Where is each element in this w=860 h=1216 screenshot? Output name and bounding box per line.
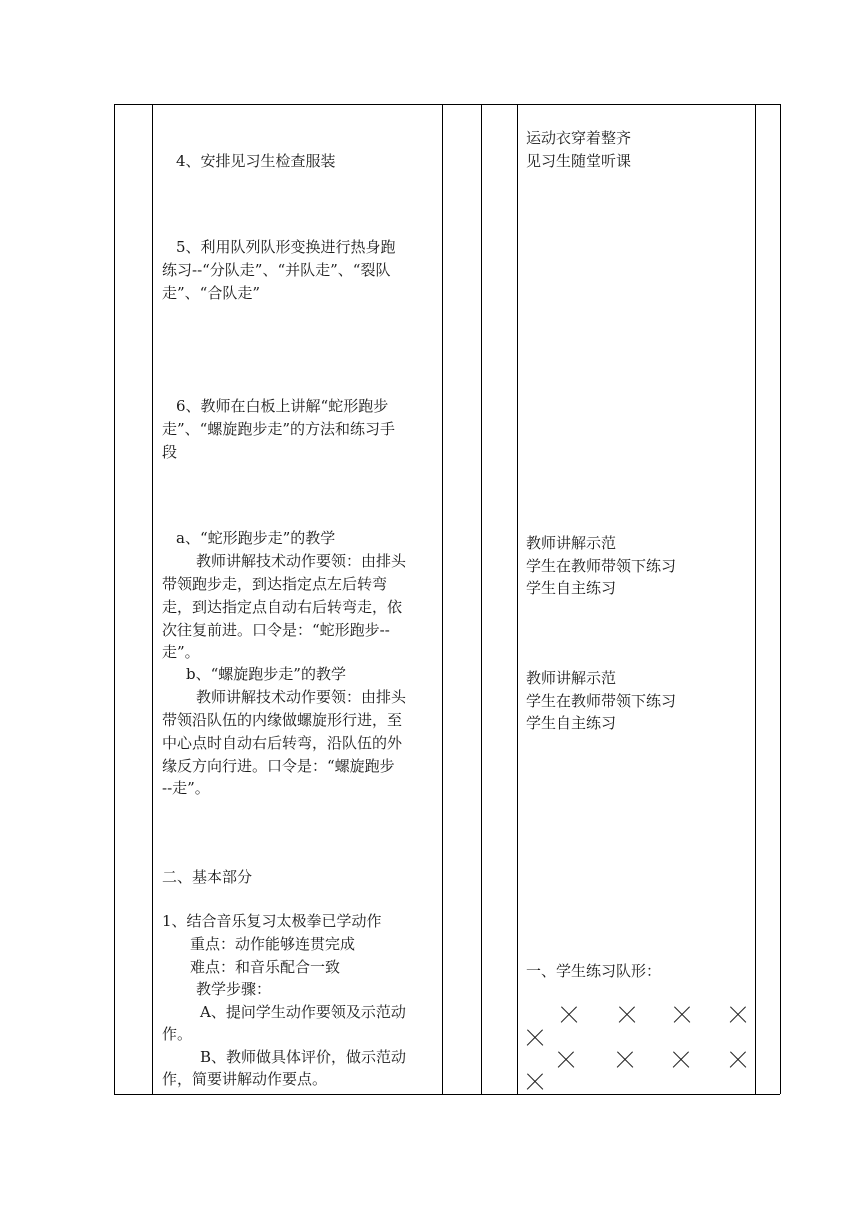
table-col-border [442, 104, 443, 1094]
content-line: 走”、“合队走” [162, 284, 261, 302]
student-mark [616, 1051, 634, 1069]
content-line: 6、教师在白板上讲解“蛇形跑步 [176, 397, 389, 415]
content-line: 次往复前进。口令是：“蛇形跑步-- [162, 621, 390, 639]
content-line: 带领跑步走，到达指定点左后转弯 [162, 575, 388, 593]
steps-title: 教学步骤： [196, 980, 272, 998]
content-line: 走，到达指定点自动右后转弯走，依 [162, 598, 403, 616]
content-line: A、提问学生动作要领及示范动 [200, 1003, 406, 1021]
key-point: 重点：动作能够连贯完成 [190, 935, 356, 953]
subsection-title: b、“螺旋跑步走”的教学 [186, 665, 346, 683]
content-line: --走”。 [162, 779, 210, 797]
student-mark [526, 1073, 544, 1091]
student-mark [560, 1006, 578, 1024]
content-line: B、教师做具体评价，做示范动 [200, 1048, 407, 1066]
content-line: 作，简要讲解动作要点。 [162, 1070, 328, 1088]
table-col-border [780, 104, 781, 1094]
table-col-border [114, 104, 115, 1094]
content-line: 缘反方向行进。口令是：“螺旋跑步 [162, 757, 395, 775]
content-line: 1、结合音乐复习太极拳已学动作 [162, 912, 382, 930]
student-mark [672, 1051, 690, 1069]
table-bottom-border [114, 1094, 780, 1095]
table-top-border [114, 104, 780, 105]
content-line: 中心点时自动右后转弯，沿队伍的外 [162, 734, 403, 752]
student-mark [729, 1006, 747, 1024]
table-col-border [517, 104, 518, 1094]
difficulty-point: 难点：和音乐配合一致 [190, 958, 341, 976]
content-line: 走”、“螺旋跑步走”的方法和练习手 [162, 420, 396, 438]
content-line: 带领沿队伍的内缘做螺旋形行进，至 [162, 711, 403, 729]
org-line: 教师讲解示范 [526, 669, 617, 687]
subsection-title: a、“蛇形跑步走”的教学 [176, 529, 336, 547]
org-line: 学生在教师带领下练习 [526, 692, 677, 710]
org-line: 学生自主练习 [526, 714, 617, 732]
content-line: 走”。 [162, 643, 200, 661]
table-col-border [481, 104, 482, 1094]
org-line: 见习生随堂听课 [526, 152, 632, 170]
student-mark [526, 1029, 544, 1047]
content-line: 教师讲解技术动作要领：由排头 [196, 552, 407, 570]
content-line: 段 [162, 443, 178, 461]
student-mark [557, 1051, 575, 1069]
content-line: 5、利用队列队形变换进行热身跑 [176, 238, 396, 256]
content-item-4: 4、安排见习生检查服装 [176, 152, 336, 170]
formation-title: 一、学生练习队形： [526, 962, 662, 980]
section-title: 二、基本部分 [162, 868, 253, 886]
content-line: 作。 [162, 1025, 193, 1043]
org-line: 运动衣穿着整齐 [526, 129, 632, 147]
student-mark [618, 1006, 636, 1024]
org-line: 学生在教师带领下练习 [526, 557, 677, 575]
content-line: 教师讲解技术动作要领：由排头 [196, 688, 407, 706]
table-col-border [152, 104, 153, 1094]
table-col-border [755, 104, 756, 1094]
student-mark [673, 1006, 691, 1024]
content-line: 练习--“分队走”、“并队走”、“裂队 [162, 261, 391, 279]
org-line: 学生自主练习 [526, 579, 617, 597]
student-mark [729, 1051, 747, 1069]
org-line: 教师讲解示范 [526, 534, 617, 552]
